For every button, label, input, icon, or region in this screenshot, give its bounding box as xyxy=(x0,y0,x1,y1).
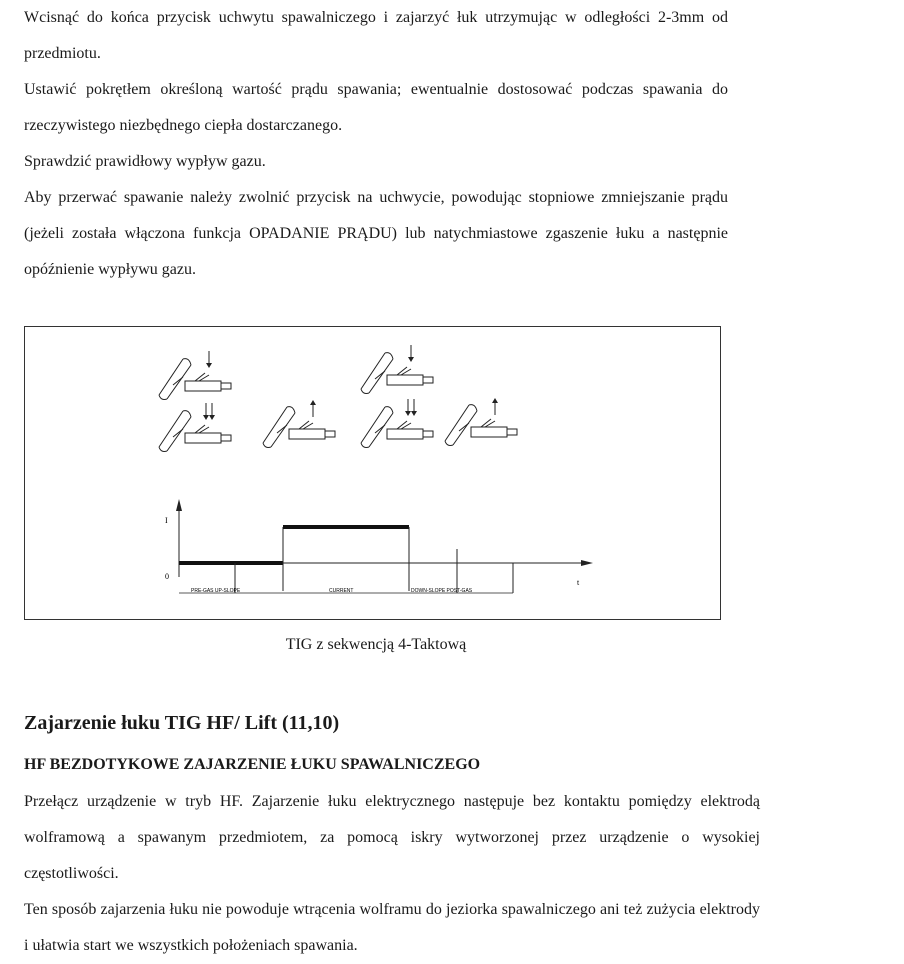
y-axis-arrow xyxy=(176,499,182,511)
torch-icon xyxy=(159,351,231,400)
section-subheading: HF BEZDOTYKOWE ZAJARZENIE ŁUKU SPAWALNICZEGO xyxy=(24,756,481,773)
tig-4t-sequence-figure xyxy=(24,326,721,620)
torch-icon xyxy=(361,399,433,448)
section-paragraph-2: Ten sposób zajarzenia łuku nie powoduje wtrącenia wolframu do jeziorka spawalniczego ani też zużycia elektrody i ułatwia start we wszystkich położeniach spawania. xyxy=(24,901,760,954)
phase-label-downslope-postgas: DOWN-SLOPE POST-GAS xyxy=(411,588,473,594)
axis-zero-label: 0 xyxy=(165,572,169,581)
figure-caption: TIG z sekwencją 4-Taktową xyxy=(285,636,467,653)
torch-icon xyxy=(263,400,335,448)
torch-icon xyxy=(159,403,231,452)
phase-label-current: CURRENT xyxy=(329,588,354,594)
torch-icon xyxy=(361,345,433,394)
section-paragraph-1: Przełącz urządzenie w tryb HF. Zajarzenie łuku elektrycznego następuje bez kontaktu pomiędzy elektrodą wolframową a spawanym przedmiotem, za pomocą iskry wytworzonej przez urządzenie o wysokiej częstotliwości. xyxy=(24,793,760,882)
phase-label-pregas-upslope: PRE-GAS UP-SLOPE xyxy=(191,588,241,594)
x-axis-arrow xyxy=(581,560,593,566)
instruction-paragraph-3: Sprawdzić prawidłowy wypływ gazu. xyxy=(24,153,266,170)
section-heading: Zajarzenie łuku TIG HF/ Lift (11,10) xyxy=(24,712,340,734)
instruction-paragraph-4: Aby przerwać spawanie należy zwolnić przycisk na uchwycie, powodując stopniowe zmniejszanie prądu (jeżeli została włączona funkcja OPADANIE PRĄDU) lub natychmiastowe zgaszenie łuku a następnie opóźnienie wypływu gazu. xyxy=(24,189,728,278)
torch-icon xyxy=(445,398,517,446)
sequence-diagram xyxy=(25,327,722,621)
axis-y-label: I xyxy=(165,516,168,525)
instruction-paragraph-2: Ustawić pokrętłem określoną wartość prądu spawania; ewentualnie dostosować podczas spawania do rzeczywistego niezbędnego ciepła dostarczanego. xyxy=(24,81,728,134)
axis-x-label: t xyxy=(577,578,580,587)
instruction-paragraph-1: Wcisnąć do końca przycisk uchwytu spawalniczego i zajarzyć łuk utrzymując w odległości 2-3mm od przedmiotu. xyxy=(24,9,728,62)
